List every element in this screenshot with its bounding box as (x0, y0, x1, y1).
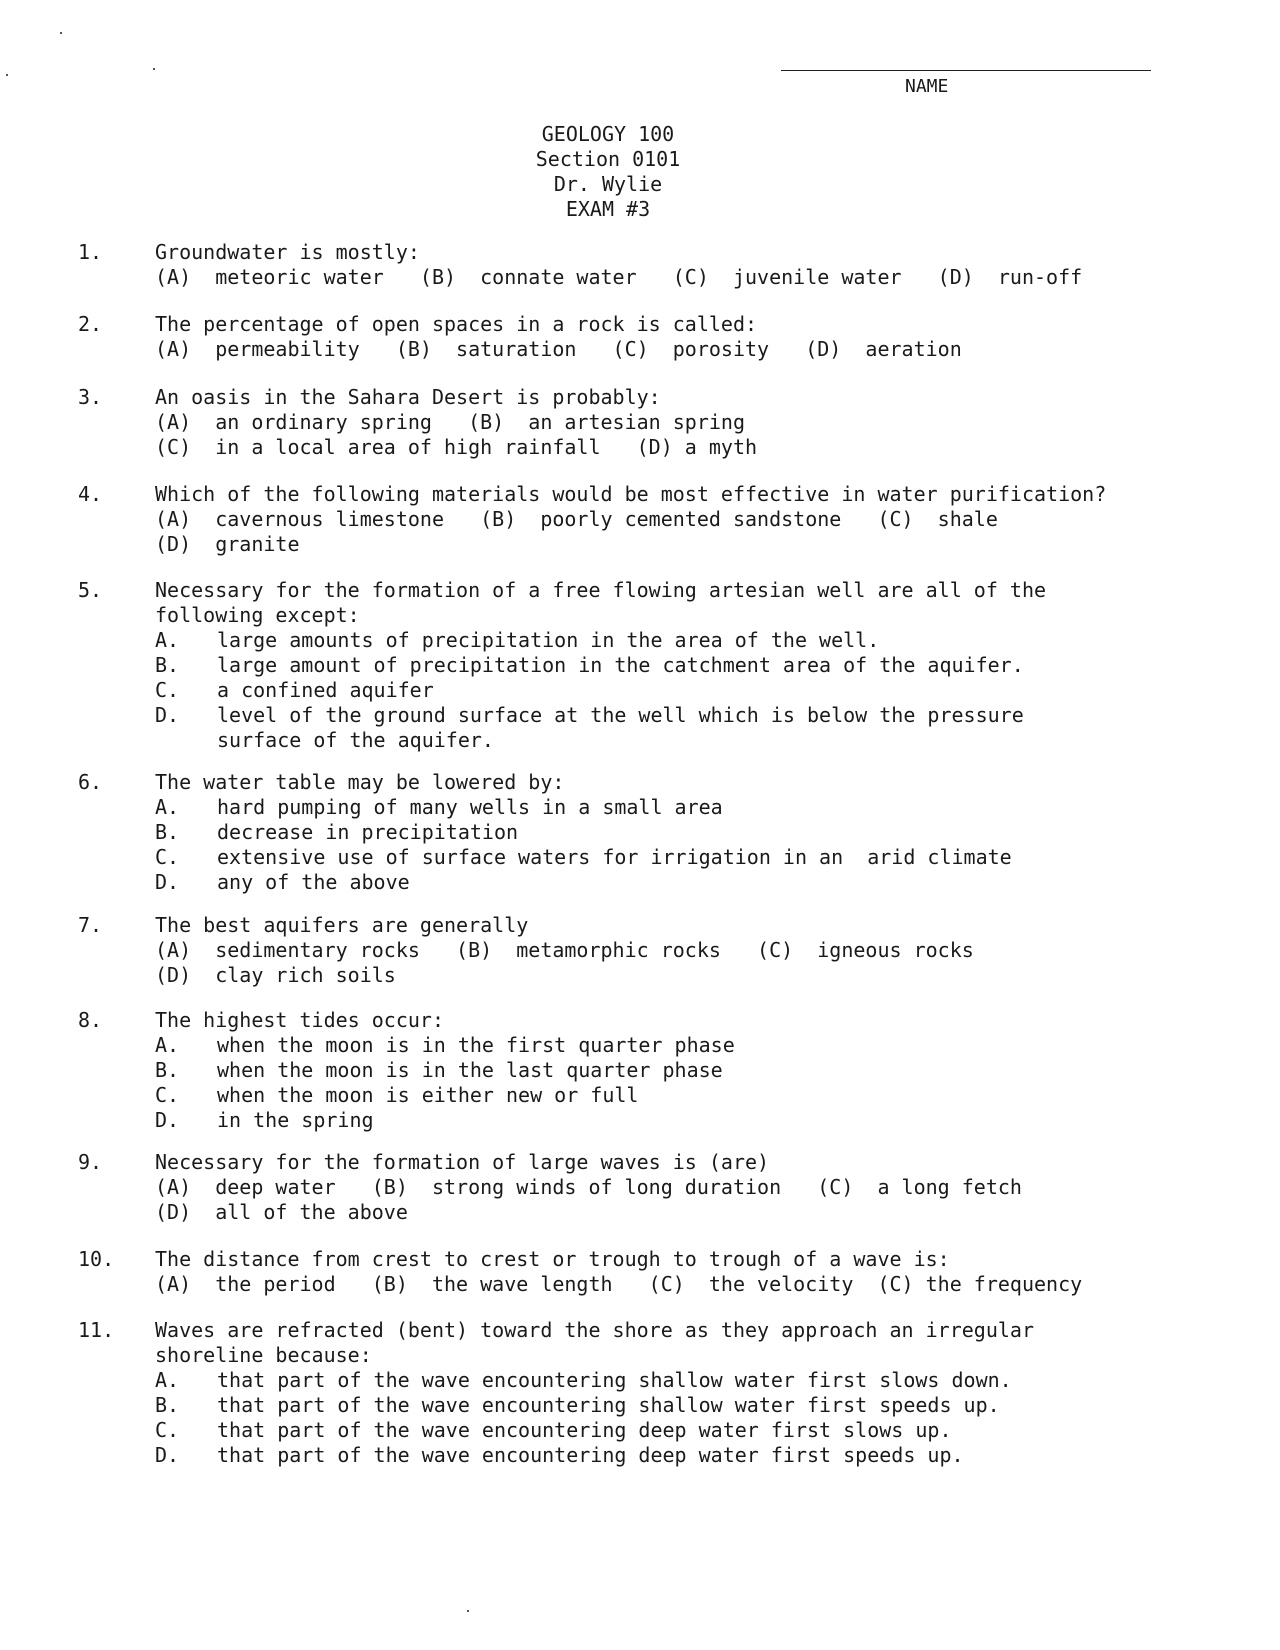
question-8 (78, 1008, 1238, 1133)
option-d (155, 1443, 1238, 1468)
question-1 (78, 240, 1238, 290)
option-text: that part of the wave encountering deep water first speeds up. (217, 1443, 964, 1467)
section-line: Section 0101 (535, 147, 681, 171)
option-letter: C. (155, 1418, 180, 1442)
option-letter: A. (155, 628, 180, 652)
question-stem: The distance from crest to crest or trough to trough of a wave is: (155, 1247, 950, 1271)
options-line: (A) cavernous limestone (B) poorly cemented sandstone (C) shale (155, 507, 998, 531)
option-letter: A. (155, 1368, 180, 1392)
question-7 (78, 913, 1238, 988)
option-letter: D. (155, 870, 180, 894)
name-underline (781, 70, 1151, 71)
option-b (155, 1393, 1238, 1418)
question-number: 6. (78, 770, 103, 794)
option-d (155, 703, 1035, 753)
option-b (155, 653, 1238, 678)
option-b (155, 820, 1238, 845)
option-letter: C. (155, 845, 180, 869)
question-stem: The water table may be lowered by: (155, 770, 565, 794)
question-stem: Necessary for the formation of a free flowing artesian well are all of the (155, 578, 1047, 602)
question-stem: Groundwater is mostly: (155, 240, 420, 264)
option-text: any of the above (217, 870, 410, 894)
options-line: (D) granite (155, 532, 300, 556)
question-number: 8. (78, 1008, 103, 1032)
name-label: NAME (905, 76, 949, 97)
scan-speck (153, 68, 155, 70)
option-d (155, 870, 1238, 895)
question-number: 5. (78, 578, 103, 602)
exam-title: EXAM #3 (565, 197, 651, 221)
question-stem: shoreline because: (155, 1343, 372, 1367)
question-stem: Necessary for the formation of large waves is (are) (155, 1150, 770, 1174)
option-letter: B. (155, 820, 180, 844)
question-stem: An oasis in the Sahara Desert is probably: (155, 385, 661, 409)
question-stem: following except: (155, 603, 360, 627)
option-c (155, 845, 1238, 870)
question-10 (78, 1247, 1238, 1297)
question-9 (78, 1150, 1238, 1225)
option-b (155, 1058, 1238, 1083)
question-stem: The best aquifers are generally (155, 913, 529, 937)
question-number: 3. (78, 385, 103, 409)
option-a (155, 795, 1238, 820)
option-letter: B. (155, 1058, 180, 1082)
options-line: (A) meteoric water (B) connate water (C) juvenile water (D) run-off (155, 265, 1083, 289)
instructor-line: Dr. Wylie (553, 172, 663, 196)
option-letter: B. (155, 653, 180, 677)
option-letter: D. (155, 1108, 180, 1132)
option-d (155, 1108, 1238, 1133)
option-text: hard pumping of many wells in a small area (217, 795, 723, 819)
options-line: (D) all of the above (155, 1200, 408, 1224)
option-letter: A. (155, 795, 180, 819)
option-text: level of the ground surface at the well which is below the pressure surface of the aquifer. (217, 703, 1024, 752)
option-a (155, 1033, 1238, 1058)
option-c (155, 1083, 1238, 1108)
option-letter: C. (155, 1083, 180, 1107)
option-letter: D. (155, 703, 180, 727)
option-text: when the moon is in the first quarter phase (217, 1033, 735, 1057)
question-number: 10. (78, 1247, 115, 1271)
option-text: that part of the wave encountering shallow water first speeds up. (217, 1393, 1000, 1417)
question-number: 11. (78, 1318, 115, 1342)
option-text: extensive use of surface waters for irrigation in an arid climate (217, 845, 1012, 869)
question-number: 1. (78, 240, 103, 264)
question-stem: Which of the following materials would be most effective in water purification? (155, 482, 1107, 506)
option-text: when the moon is either new or full (217, 1083, 639, 1107)
option-letter: D. (155, 1443, 180, 1467)
question-stem: Waves are refracted (bent) toward the shore as they approach an irregular (155, 1318, 1034, 1342)
question-3 (78, 385, 1238, 460)
option-letter: A. (155, 1033, 180, 1057)
scan-speck (467, 1610, 469, 1612)
options-line: (A) deep water (B) strong winds of long duration (C) a long fetch (155, 1175, 1022, 1199)
option-c (155, 1418, 1238, 1443)
scan-speck (60, 32, 62, 34)
option-text: that part of the wave encountering deep water first slows up. (217, 1418, 952, 1442)
options-line: (A) an ordinary spring (B) an artesian spring (155, 410, 746, 434)
question-number: 2. (78, 312, 103, 336)
option-letter: C. (155, 678, 180, 702)
option-c (155, 678, 1238, 703)
options-line: (A) sedimentary rocks (B) metamorphic rocks (C) igneous rocks (155, 938, 974, 962)
question-number: 7. (78, 913, 103, 937)
question-2 (78, 312, 1238, 362)
option-text: decrease in precipitation (217, 820, 519, 844)
question-5 (78, 578, 1238, 753)
option-text: large amounts of precipitation in the area of the well. (217, 628, 880, 652)
exam-header (0, 122, 1216, 222)
option-text: in the spring (217, 1108, 374, 1132)
question-stem: The percentage of open spaces in a rock is called: (155, 312, 758, 336)
option-letter: B. (155, 1393, 180, 1417)
question-number: 4. (78, 482, 103, 506)
option-text: large amount of precipitation in the catchment area of the aquifer. (217, 653, 1024, 677)
question-6 (78, 770, 1238, 895)
option-text: that part of the wave encountering shallow water first slows down. (217, 1368, 1012, 1392)
course-title: GEOLOGY 100 (541, 122, 675, 146)
question-stem: The highest tides occur: (155, 1008, 444, 1032)
options-line: (D) clay rich soils (155, 963, 396, 987)
question-4 (78, 482, 1238, 557)
option-text: a confined aquifer (217, 678, 434, 702)
question-11 (78, 1318, 1238, 1468)
options-line: (C) in a local area of high rainfall (D) a myth (155, 435, 758, 459)
option-a (155, 1368, 1238, 1393)
scan-speck (6, 74, 8, 76)
options-line: (A) permeability (B) saturation (C) porosity (D) aeration (155, 337, 962, 361)
option-text: when the moon is in the last quarter phase (217, 1058, 723, 1082)
options-line: (A) the period (B) the wave length (C) the velocity (C) the frequency (155, 1272, 1083, 1296)
option-a (155, 628, 1238, 653)
question-number: 9. (78, 1150, 103, 1174)
